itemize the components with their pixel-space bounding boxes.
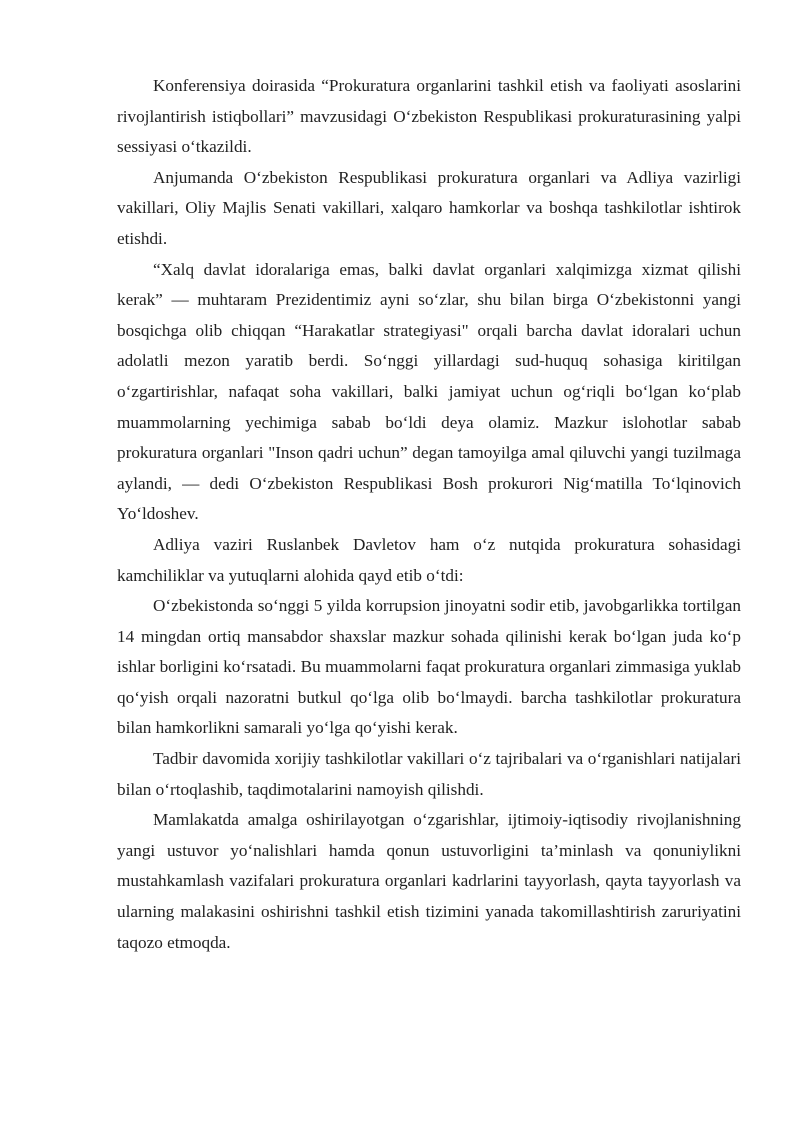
paragraph-personnel-training: Mamlakatda amalga oshirilayotgan o‘zgarishlar, ijtimoiy-iqtisodiy rivojlanishning yangi ustuvor yo‘nalishlari hamda qonun ustuvorligini ta’minlash va qonuniylikni mustahkamlash vazifalari prokuratura organlari kadrlarini tayyorlash, qayta tayyorlash va ularning malakasini oshirishni tashkil etish tizimini yanada takomillashtirish zaruriyatini taqozo etmoqda. [117,810,741,952]
document-body [117,71,741,958]
paragraph-foreign-presentations: Tadbir davomida xorijiy tashkilotlar vakillari o‘z tajribalari va o‘rganishlari natijalari bilan o‘rtoqlashib, taqdimotalarini namoyish qilishdi. [117,749,741,799]
paragraph-justice-minister: Adliya vaziri Ruslanbek Davletov ham o‘z nutqida prokuratura sohasidagi kamchiliklar va yutuqlarni alohida qayd etib o‘tdi: [117,534,741,585]
paragraph-corruption-statistics: O‘zbekistonda so‘nggi 5 yilda korrupsion jinoyatni sodir etib, javobgarlikka tortilgan 14 mingdan ortiq mansabdor shaxslar mazkur sohada qilinishi kerak bo‘lgan juda ko‘p ishlar borligini ko‘rsatadi. Bu muammolarni faqat prokuratura organlari zimmasiga yuklab qo‘yish orqali nazoratni butkul qo‘lga olib bo‘lmaydi. barcha tashkilotlar prokuratura bilan hamkorlikni samarali yo‘lga qo‘yishi kerak. [117,596,741,738]
paragraph-participants: Anjumanda O‘zbekiston Respublikasi prokuratura organlari va Adliya vazirligi vakillari, Oliy Majlis Senati vakillari, xalqaro hamkorlar va boshqa tashkilotlar ishtirok etishdi. [117,167,741,248]
paragraph-conference-session: Konferensiya doirasida “Prokuratura organlarini tashkil etish va faoliyati asoslarini rivojlantirish istiqbollari” mavzusidagi O‘zbekiston Respublikasi prokuraturasining yalpi sessiyasi o‘tkazildi. [117,76,741,157]
paragraph-prosecutor-general-quote: “Xalq davlat idoralariga emas, balki davlat organlari xalqimizga xizmat qilishi kerak” — muhtaram Prezidentimiz ayni so‘zlar, shu bilan birga O‘zbekistonni yangi bosqichga olib chiqqan “Harakatlar strategiyasi" orqali barcha davlat idoralari uchun adolatli mezon yaratib berdi. So‘nggi yillardagi sud-huquq sohasiga kiritilgan o‘zgartirishlar, nafaqat soha vakillari, balki jamiyat uchun og‘riqli bo‘lgan ko‘plab muammolarning yechimiga sabab bo‘ldi deya olamiz. Mazkur islohotlar sabab prokuratura organlari "Inson qadri uchun” degan tamoyilga amal qiluvchi yangi tuzilmaga aylandi, — dedi O‘zbekiston Respublikasi Bosh prokurori Nig‘matilla To‘lqinovich Yo‘ldoshev. [117,259,741,524]
